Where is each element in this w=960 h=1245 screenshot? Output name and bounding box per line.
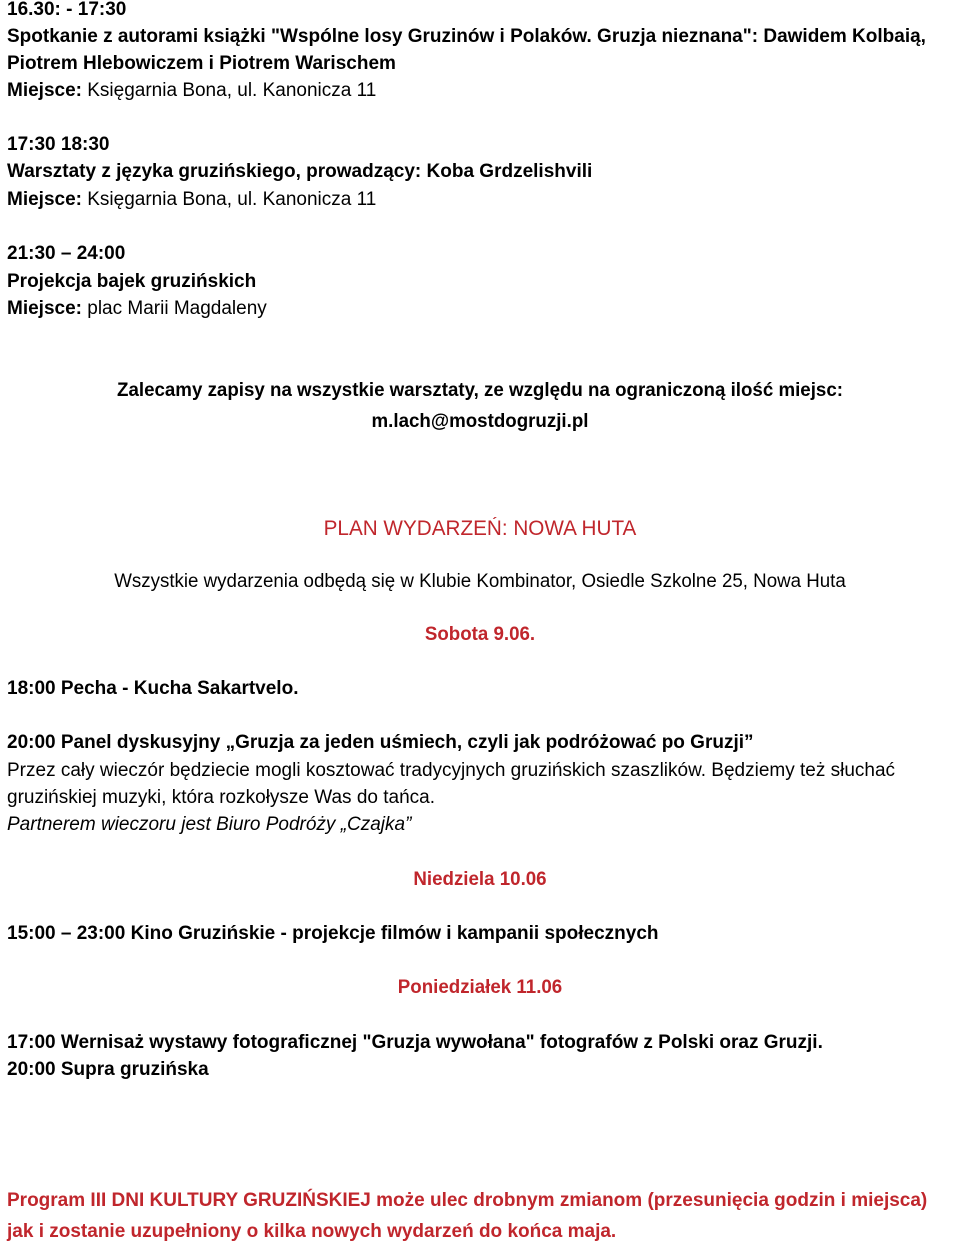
day-label-sunday: Niedziela 10.06 <box>413 869 547 890</box>
venue-value: Księgarnia Bona, ul. Kanonicza 11 <box>81 80 377 101</box>
event-venue <box>7 186 376 213</box>
location-note: Wszystkie wydarzenia odbędą się w Klubie Kombinator, Osiedle Szkolne 25, Nowa Huta <box>114 571 846 592</box>
venue-label: Miejsce: <box>7 189 82 210</box>
event-time: 21:30 – 24:00 <box>7 243 126 264</box>
event-venue <box>7 77 376 104</box>
event-line: 18:00 Pecha - Kucha Sakartvelo. <box>7 678 299 699</box>
event-partner: Partnerem wieczoru jest Biuro Podróży „Czajka” <box>7 814 412 835</box>
venue-value: Księgarnia Bona, ul. Kanonicza 11 <box>81 189 377 210</box>
footer-note-continued: jak i zostanie uzupełniony o kilka nowych wydarzeń do końca maja. <box>7 1221 617 1242</box>
event-line: 20:00 Panel dyskusyjny „Gruzja za jeden uśmiech, czyli jak podróżować po Gruzji” <box>7 732 754 753</box>
day-label-saturday: Sobota 9.06. <box>424 624 536 645</box>
event-line: 17:00 Wernisaż wystawy fotograficznej "Gruzja wywołana" fotografów z Polski oraz Gruzji. <box>7 1032 823 1053</box>
day-label-monday: Poniedziałek 11.06 <box>397 977 563 998</box>
event-time: 17:30 18:30 <box>7 134 110 155</box>
signup-note: Zalecamy zapisy na wszystkie warsztaty, ze względu na ograniczoną ilość miejsc: <box>117 380 843 401</box>
event-description: gruzińskiej muzyki, która rozkołysze Was do tańca. <box>7 787 436 808</box>
venue-label: Miejsce: <box>7 80 82 101</box>
event-line: 15:00 – 23:00 Kino Gruzińskie - projekcje filmów i kampanii społecznych <box>7 923 659 944</box>
footer-note: Program III DNI KULTURY GRUZIŃSKIEJ może ulec drobnym zmianom (przesunięcia godzin i miejsca) <box>7 1190 928 1211</box>
venue-value: plac Marii Magdaleny <box>81 298 267 319</box>
event-title: Spotkanie z autorami książki "Wspólne losy Gruzinów i Polaków. Gruzja nieznana": Dawidem Kolbaią, <box>7 26 926 47</box>
event-description: Przez cały wieczór będziecie mogli kosztować tradycyjnych gruzińskich szaszlików. Będziemy też słuchać <box>7 760 896 781</box>
event-title: Projekcja bajek gruzińskich <box>7 271 257 292</box>
event-line: 20:00 Supra gruzińska <box>7 1059 209 1080</box>
event-time: 16.30: - 17:30 <box>7 0 127 20</box>
event-venue <box>7 295 267 322</box>
section-heading: PLAN WYDARZEŃ: NOWA HUTA <box>323 517 637 540</box>
event-title-continued: Piotrem Hlebowiczem i Piotrem Warischem <box>7 53 396 74</box>
event-title: Warsztaty z języka gruzińskiego, prowadzący: Koba Grdzelishvili <box>7 161 593 182</box>
venue-label: Miejsce: <box>7 298 82 319</box>
signup-email[interactable]: m.lach@mostdogruzji.pl <box>371 411 589 432</box>
